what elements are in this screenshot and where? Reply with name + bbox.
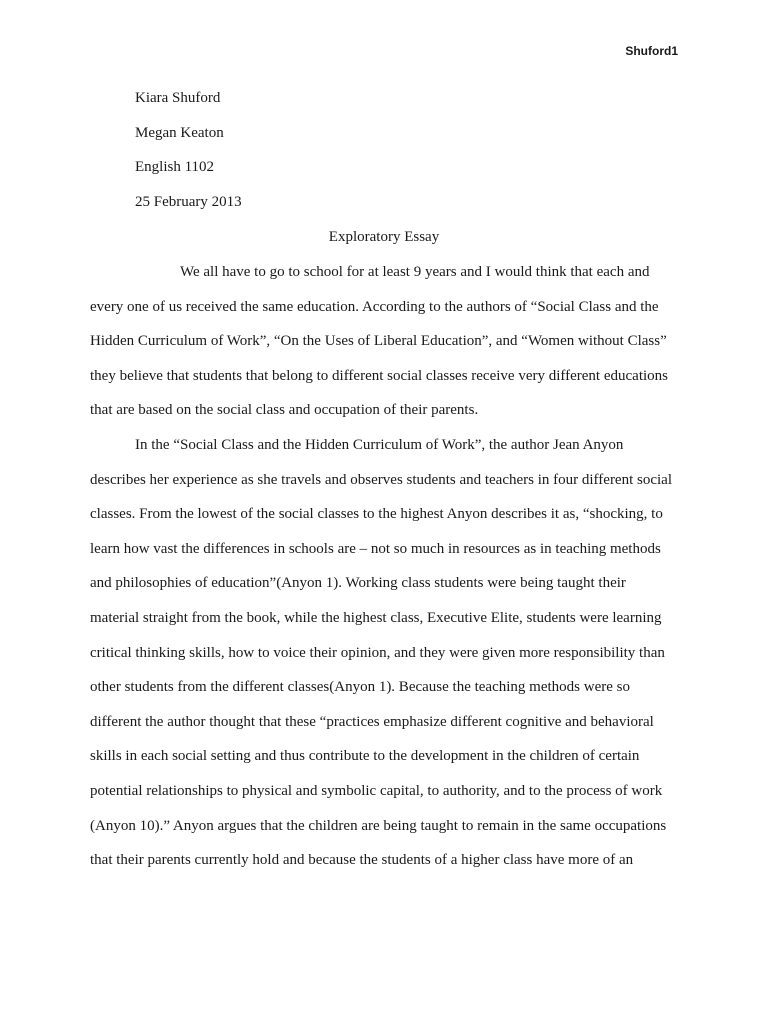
text-line: learn how vast the differences in schools are – not so much in resources as in teaching methods xyxy=(90,540,661,557)
text-line: critical thinking skills, how to voice their opinion, and they were given more responsibility than xyxy=(90,644,665,661)
text-line: (Anyon 10).” Anyon argues that the children are being taught to remain in the same occupations xyxy=(90,817,667,834)
text-line: other students from the different classes(Anyon 1). Because the teaching methods were so xyxy=(90,679,630,696)
text-line: potential relationships to physical and symbolic capital, to authority, and to the process of work xyxy=(90,782,663,799)
text-line: Hidden Curriculum of Work”, “On the Uses of Liberal Education”, and “Women without Class” xyxy=(90,333,667,350)
text-line: We all have to go to school for at least 9 years and I would think that each and xyxy=(180,264,650,280)
text-line: that are based on the social class and occupation of their parents. xyxy=(90,402,479,419)
instructor-name: Megan Keaton xyxy=(135,124,224,141)
text-line: and philosophies of education”(Anyon 1). Working class students were being taught their xyxy=(90,575,626,592)
text-line: describes her experience as she travels and observes students and teachers in four different social xyxy=(90,471,672,488)
mla-heading xyxy=(135,88,242,226)
running-head-page-number: Shuford1 xyxy=(625,44,678,58)
text-line: skills in each social setting and thus contribute to the development in the children of certain xyxy=(90,748,640,765)
text-line: that their parents currently hold and because the students of a higher class have more of an xyxy=(90,852,634,869)
text-line: they believe that students that belong to different social classes receive very different educations xyxy=(90,367,668,384)
text-line: classes. From the lowest of the social classes to the highest Anyon describes it as, “shocking, to xyxy=(90,506,663,523)
essay-body xyxy=(90,262,680,885)
student-name: Kiara Shuford xyxy=(135,90,221,106)
paragraph-2 xyxy=(90,435,680,885)
course-name: English 1102 xyxy=(135,159,215,176)
text-line: every one of us received the same education. According to the authors of “Social Class and the xyxy=(90,298,659,315)
essay-title: Exploratory Essay xyxy=(328,229,440,245)
text-line: material straight from the book, while the highest class, Executive Elite, students were learning xyxy=(90,609,662,626)
paragraph-1 xyxy=(90,262,680,435)
text-line: different the author thought that these “practices emphasize different cognitive and behavioral xyxy=(90,713,654,730)
essay-date: 25 February 2013 xyxy=(135,193,242,210)
text-line: In the “Social Class and the Hidden Curriculum of Work”, the author Jean Anyon xyxy=(135,436,624,453)
